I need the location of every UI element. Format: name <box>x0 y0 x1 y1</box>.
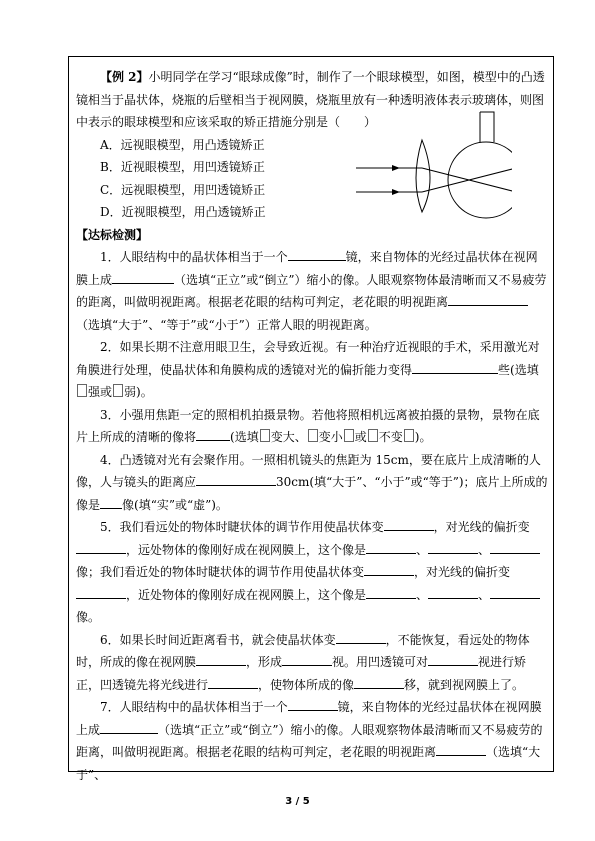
convex-lens <box>416 140 430 212</box>
answer-blank[interactable] <box>196 653 246 666</box>
section-title: 【达标检测】 <box>76 227 149 242</box>
answer-blank[interactable] <box>100 496 122 509</box>
answer-blank[interactable] <box>208 676 258 689</box>
example-label: 【例 2】 <box>100 70 149 84</box>
answer-blank[interactable] <box>366 586 416 599</box>
placeholder-box-icon <box>308 429 318 442</box>
answer-blank[interactable] <box>428 653 478 666</box>
question-2: 2．如果长期不注意用眼卫生，会导致近视。有一种治疗近视眼的手术，采用激光对角膜进行处理，使晶状体和角膜构成的透镜对光的偏折能力变得 些(选填强或 弱)。 <box>76 340 540 399</box>
question-5: 5．我们看远处的物体时睫状体的调节作用使晶状体变 ，对光线的偏折变，远处物体的像刚好成在视网膜上，这个像是 、 、像；我们看近处的物体时睫状体的调节作用使晶状体变 ，对光线的偏折变，近处物体的像刚好成在视网膜上，这个像是 、 、像。 <box>76 516 548 629</box>
answer-blank[interactable] <box>100 721 158 734</box>
answer-blank[interactable] <box>364 563 414 576</box>
placeholder-box-icon <box>368 429 378 442</box>
arrow-head-lower <box>392 189 400 195</box>
answer-blank[interactable] <box>196 473 276 486</box>
answer-blank[interactable] <box>288 248 346 261</box>
option-c: C．远视眼模型，用凹透镜矫正 <box>100 182 266 197</box>
placeholder-box-icon <box>77 384 87 397</box>
answer-blank[interactable] <box>490 541 540 554</box>
answer-blank[interactable] <box>412 361 498 374</box>
answer-blank[interactable] <box>366 541 416 554</box>
page-number: 3 / 5 <box>285 796 310 807</box>
option-b: B．近视眼模型，用凹透镜矫正 <box>100 160 265 174</box>
option-d: D．近视眼模型，用凸透镜矫正 <box>100 205 266 219</box>
answer-blank[interactable] <box>354 676 404 689</box>
question-4: 4．凸透镜对光有会聚作用。一照相机镜头的焦距为 15cm，要在底片上成清晰的人像，人与镜头的距离应 30cm(填“大于”、“小于”或“等于”)；底片上所成的像是 像(填“实”或“虚”)。 <box>76 452 548 512</box>
placeholder-box-icon <box>260 429 270 442</box>
answer-blank[interactable] <box>112 271 174 284</box>
question-3: 3．小强用焦距一定的照相机拍摄景物。若他将照相机远离被拍摄的景物，景物在底片上所成的清晰的像将 (选填 变大、 变小 或 不变 )。 <box>76 407 540 444</box>
eye-model-diagram <box>352 108 512 220</box>
question-6: 6．如果长时间近距离看书，就会使晶状体变 ，不能恢复，看远处的物体时，所成的像在视网膜 ，形成 视。用凹透镜可对 视进行矫正，凹透镜先将光线进行 ，使物体所成的像 移，就到视网膜上了。 <box>76 632 530 692</box>
answer-blank[interactable] <box>288 698 338 711</box>
answer-blank[interactable] <box>336 631 386 644</box>
answer-blank[interactable] <box>448 293 528 306</box>
option-a: A．远视眼模型，用凸透镜矫正 <box>100 137 265 152</box>
answer-blank[interactable] <box>76 541 126 554</box>
question-7: 7．人眼结构中的晶状体相当于一个 镜，来自物体的光经过晶状体在视网膜上成 （选填“正立”或“倒立”）缩小的像。人眼观察物体最清晰而又不易疲劳的距离，叫做明视距离。根据老花眼的结构可判定，老花眼的明视距离 （选填“大于”、 <box>76 700 543 782</box>
answer-blank[interactable] <box>436 743 486 756</box>
answer-blank[interactable] <box>76 586 126 599</box>
flask-body <box>448 142 512 218</box>
answer-blank[interactable] <box>428 586 478 599</box>
example-stem-text: 小明同学在学习“眼球成像”时，制作了一个眼球模型，如图，模型中的凸透镜相当于晶状体，烧瓶的后壁相当于视网膜，烧瓶里放有一种透明液体表示玻璃体，则图中表示的眼球模型和应该采取的矫正措施分别是（ ） <box>76 70 545 129</box>
answer-blank[interactable] <box>282 653 332 666</box>
answer-blank[interactable] <box>384 518 434 531</box>
answer-blank[interactable] <box>428 541 478 554</box>
placeholder-box-icon <box>113 384 123 397</box>
question-1: 1．人眼结构中的晶状体相当于一个 镜，来自物体的光经过晶状体在视网膜上成 （选填“正立”或“倒立”）缩小的像。人眼观察物体最清晰而又不易疲劳的距离，叫做明视距离。根据老花眼的结构可判定，老花眼的明视距离（选填“大于”、“等于”或“小于”）正常人眼的明视距离。 <box>76 250 547 332</box>
answer-blank[interactable] <box>196 428 230 441</box>
placeholder-box-icon <box>404 429 414 442</box>
arrow-head-upper <box>392 165 400 171</box>
answer-blank[interactable] <box>490 586 540 599</box>
flask-neck <box>480 112 494 142</box>
placeholder-box-icon <box>344 429 354 442</box>
